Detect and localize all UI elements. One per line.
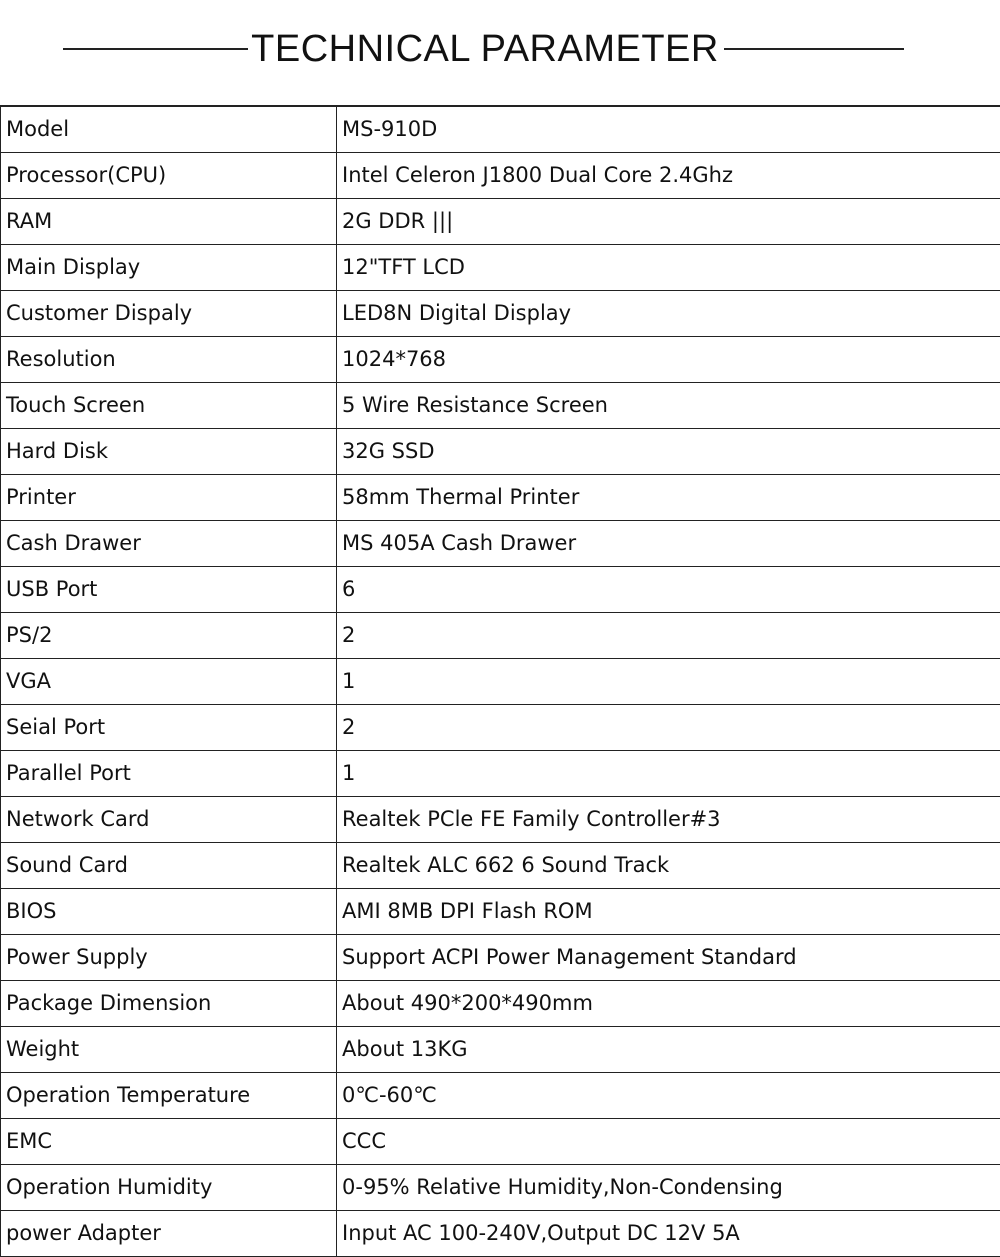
spec-row: [1, 521, 1000, 567]
spec-key: Power Supply: [1, 935, 337, 981]
spec-row: [1, 475, 1000, 521]
spec-row: [1, 199, 1000, 245]
spec-row: [1, 106, 1000, 153]
spec-key: Resolution: [1, 337, 337, 383]
spec-value: Input AC 100-240V,Output DC 12V 5A: [337, 1211, 1000, 1257]
spec-value: Support ACPI Power Management Standard: [337, 935, 1000, 981]
spec-key: Network Card: [1, 797, 337, 843]
spec-row: [1, 291, 1000, 337]
spec-key: power Adapter: [1, 1211, 337, 1257]
page-title: TECHNICAL PARAMETER: [250, 24, 720, 74]
spec-value: LED8N Digital Display: [337, 291, 1000, 337]
spec-key: BIOS: [1, 889, 337, 935]
spec-table: [0, 105, 1000, 1257]
spec-key: EMC: [1, 1119, 337, 1165]
spec-row: [1, 383, 1000, 429]
spec-row: [1, 613, 1000, 659]
spec-value: 58mm Thermal Printer: [337, 475, 1000, 521]
spec-value: 12"TFT LCD: [337, 245, 1000, 291]
spec-value: About 13KG: [337, 1027, 1000, 1073]
spec-row: [1, 843, 1000, 889]
spec-value: 32G SSD: [337, 429, 1000, 475]
spec-value: 5 Wire Resistance Screen: [337, 383, 1000, 429]
spec-table-body: [1, 106, 1000, 1257]
spec-row: [1, 245, 1000, 291]
spec-row: [1, 889, 1000, 935]
spec-row: [1, 659, 1000, 705]
title-divider-right: [724, 48, 904, 50]
spec-key: Touch Screen: [1, 383, 337, 429]
spec-key: Sound Card: [1, 843, 337, 889]
spec-row: [1, 567, 1000, 613]
spec-value: Realtek PCle FE Family Controller#3: [337, 797, 1000, 843]
title-banner: [0, 0, 1000, 100]
spec-row: [1, 1165, 1000, 1211]
spec-key: Main Display: [1, 245, 337, 291]
spec-key: Package Dimension: [1, 981, 337, 1027]
spec-key: Hard Disk: [1, 429, 337, 475]
spec-key: PS/2: [1, 613, 337, 659]
spec-key: Parallel Port: [1, 751, 337, 797]
title-divider-left: [63, 48, 248, 50]
spec-key: Processor(CPU): [1, 153, 337, 199]
spec-key: Customer Dispaly: [1, 291, 337, 337]
spec-value: 6: [337, 567, 1000, 613]
spec-key: Printer: [1, 475, 337, 521]
spec-key: Seial Port: [1, 705, 337, 751]
spec-row: [1, 705, 1000, 751]
spec-row: [1, 935, 1000, 981]
spec-value: CCC: [337, 1119, 1000, 1165]
spec-row: [1, 429, 1000, 475]
spec-value: 1: [337, 659, 1000, 705]
spec-value: MS 405A Cash Drawer: [337, 521, 1000, 567]
spec-value: Realtek ALC 662 6 Sound Track: [337, 843, 1000, 889]
spec-value: MS-910D: [337, 106, 1000, 153]
spec-value: 0-95% Relative Humidity,Non-Condensing: [337, 1165, 1000, 1211]
spec-key: Cash Drawer: [1, 521, 337, 567]
spec-value: 2G DDR |||: [337, 199, 1000, 245]
spec-row: [1, 981, 1000, 1027]
spec-value: About 490*200*490mm: [337, 981, 1000, 1027]
spec-key: Weight: [1, 1027, 337, 1073]
spec-row: [1, 153, 1000, 199]
spec-key: Model: [1, 106, 337, 153]
spec-row: [1, 1027, 1000, 1073]
spec-row: [1, 1119, 1000, 1165]
spec-row: [1, 751, 1000, 797]
spec-value: 1: [337, 751, 1000, 797]
spec-key: RAM: [1, 199, 337, 245]
spec-key: Operation Humidity: [1, 1165, 337, 1211]
spec-value: Intel Celeron J1800 Dual Core 2.4Ghz: [337, 153, 1000, 199]
spec-value: 2: [337, 613, 1000, 659]
spec-key: VGA: [1, 659, 337, 705]
spec-value: 2: [337, 705, 1000, 751]
spec-row: [1, 1073, 1000, 1119]
spec-key: USB Port: [1, 567, 337, 613]
spec-value: 0℃-60℃: [337, 1073, 1000, 1119]
spec-row: [1, 797, 1000, 843]
spec-key: Operation Temperature: [1, 1073, 337, 1119]
spec-value: AMI 8MB DPI Flash ROM: [337, 889, 1000, 935]
spec-value: 1024*768: [337, 337, 1000, 383]
spec-row: [1, 337, 1000, 383]
